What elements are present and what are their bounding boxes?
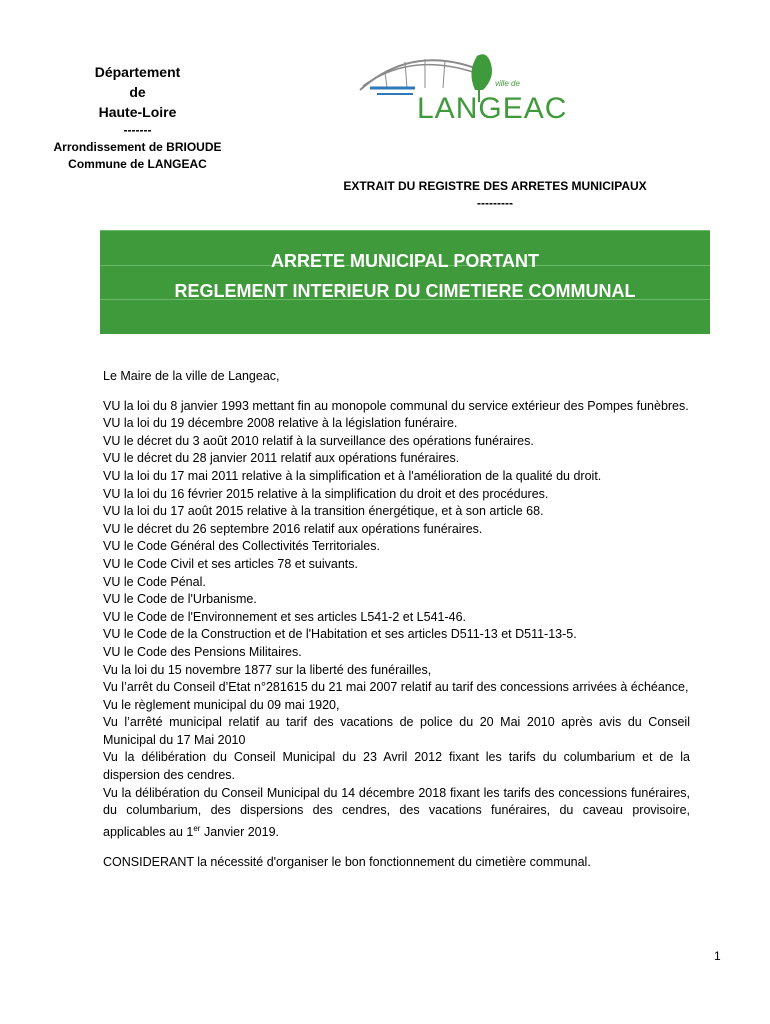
visa-item: VU le décret du 3 août 2010 relatif à la surveillance des opérations funéraires. [103,433,534,448]
visa-list [103,398,690,785]
logo-small-text: ville de [495,79,520,88]
visa-item: VU le décret du 26 septembre 2016 relatif aux opérations funéraires. [103,521,483,536]
visa-item: Vu la loi du 15 novembre 1877 sur la liberté des funérailles, [103,662,432,677]
banner-line-2: REGLEMENT INTERIEUR DU CIMETIERE COMMUNAL [174,281,636,301]
registry-separator: --------- [477,196,513,210]
region-label: Haute-Loire [98,104,177,120]
langeac-logo [355,50,580,125]
commune-label: Commune de LANGEAC [68,157,207,171]
visa-item: Vu l’arrêté municipal relatif au tarif des vacations de police du 20 Mai 2010 après avis du Conseil Municipal du 17 Mai 2010 [103,715,690,747]
visa-item: VU la loi du 19 décembre 2008 relative à la législation funéraire. [103,416,458,431]
intro-paragraph: Le Maire de la ville de Langeac, [103,369,280,383]
visa-item: VU le Code de l'Environnement et ses articles L541-2 et L541-46. [103,609,467,624]
visa-item: VU la loi du 17 août 2015 relative à la transition énergétique, et à son article 68. [103,504,544,519]
de-label: de [129,84,146,100]
visa-item: VU le Code Général des Collectivités Territoriales. [103,539,380,554]
banner-line-1: ARRETE MUNICIPAL PORTANT [271,251,539,271]
visa-item: Vu l’arrêt du Conseil d’Etat n°281615 du 21 mai 2007 relatif au tarif des concessions arrivées à échéance, [103,680,689,695]
page-number: 1 [714,949,721,963]
departement-label: Département [94,64,181,80]
visa-item: VU le Code de la Construction et de l'Habitation et ses articles D511-13 et D511-13-5. [103,627,577,642]
visa-item: VU la loi du 16 février 2015 relative à la simplification du droit et des procédures. [103,486,549,501]
visa-item: VU le Code de l'Urbanisme. [103,592,257,607]
visa-item: VU le décret du 28 janvier 2011 relatif aux opérations funéraires. [103,451,460,466]
visa-item: VU la loi du 8 janvier 1993 mettant fin au monopole communal du service extérieur des Pompes funèbres. [103,398,689,413]
visa-item: VU le Code Civil et ses articles 78 et suivants. [103,556,358,571]
visa-item: VU la loi du 17 mai 2011 relative à la simplification et à l'amélioration de la qualité du droit. [103,468,602,483]
visa-item: Vu la délibération du Conseil Municipal du 23 Avril 2012 fixant les tarifs du columbarium et de la dispersion des cendres. [103,750,690,783]
visa-item-last: Vu la délibération du Conseil Municipal du 14 décembre 2018 fixant les tarifs des concessions funéraires, du columbarium, des dispersions des cendres, des vacations funéraires, du caveau provisoire, applicables au 1er Janvier 2019. [103,785,690,839]
considerant-paragraph: CONSIDERANT la nécessité d'organiser le bon fonctionnement du cimetière communal. [103,854,591,869]
visa-item: VU le Code des Pensions Militaires. [103,644,302,659]
issuer-header [30,62,245,173]
registry-title: EXTRAIT DU REGISTRE DES ARRETES MUNICIPAUX [343,179,647,193]
title-banner [100,230,710,334]
visa-item: VU le Code Pénal. [103,574,206,589]
visa-item: Vu le règlement municipal du 09 mai 1920, [103,697,340,712]
arrondissement-label: Arrondissement de BRIOUDE [53,140,222,154]
registry-extract-heading [300,178,690,212]
logo-name: LANGEAC [417,92,568,125]
document-body [103,368,690,871]
header-separator: ------- [123,123,152,137]
